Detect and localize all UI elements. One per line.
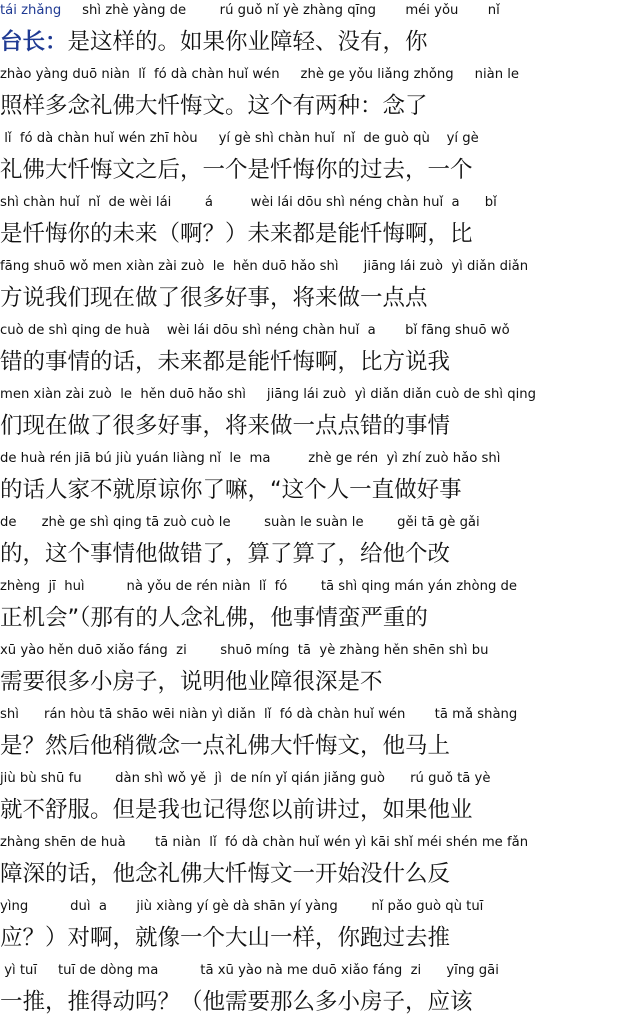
hanzi-line-15: 应？）对啊，就像一个大山一样，你跑过去推 (0, 925, 451, 951)
speaker-pinyin: tái zhǎng (0, 3, 62, 18)
pinyin-line-6: cuò de shì qing de huà wèi lái dōu shì néng chàn huǐ a bǐ fāng shuō wǒ (0, 323, 510, 338)
pinyin-line-13: jiù bù shū fu dàn shì wǒ yě jì de nín yǐ qián jiǎng guò rú guǒ tā yè (0, 771, 491, 786)
text-line-14 (0, 832, 629, 896)
hanzi-line-3: 礼佛大忏悔文之后，一个是忏悔你的过去，一个 (0, 157, 473, 183)
hanzi-line-16: 一推，推得动吗？（他需要那么多小房子，应该 (0, 989, 473, 1015)
text-line-11 (0, 640, 629, 704)
hanzi-line-6: 错的事情的话，未来都是能忏悔啊，比方说我 (0, 349, 451, 375)
pinyin-line-4: shì chàn huǐ nǐ de wèi lái á wèi lái dōu shì néng chàn huǐ a bǐ (0, 195, 497, 210)
hanzi-line-10: 正机会”（那有的人念礼佛，他事情蛮严重的 (0, 605, 428, 631)
pinyin-line-5: fāng shuō wǒ men xiàn zài zuò le hěn duō hǎo shì jiāng lái zuò yì diǎn diǎn (0, 259, 529, 274)
pinyin-line-15: yìng duì a jiù xiàng yí gè dà shān yí yàng nǐ pǎo guò qù tuī (0, 899, 484, 914)
hanzi-line-7: 们现在做了很多好事，将来做一点点错的事情 (0, 413, 451, 439)
text-line-16 (0, 960, 629, 1024)
pinyin-line-12: shì rán hòu tā shāo wēi niàn yì diǎn lǐ fó dà chàn huǐ wén tā mǎ shàng (0, 707, 518, 722)
pinyin-text-1: shì zhè yàng de rú guǒ nǐ yè zhàng qīng méi yǒu nǐ (61, 3, 500, 18)
speaker-label: 台长： (0, 29, 68, 55)
text-line-9 (0, 512, 629, 576)
text-line-15 (0, 896, 629, 960)
pinyin-line-10: zhèng jī huì nà yǒu de rén niàn lǐ fó tā shì qing mán yán zhòng de (0, 579, 517, 594)
text-line-7 (0, 384, 629, 448)
hanzi-line-11: 需要很多小房子，说明他业障很深是不 (0, 669, 383, 695)
pinyin-line-9: de zhè ge shì qing tā zuò cuò le suàn le suàn le gěi tā gè gǎi (0, 515, 480, 530)
hanzi-text-1: 是这样的。如果你业障轻、没有，你 (67, 29, 428, 55)
hanzi-line-4: 是忏悔你的未来（啊？）未来都是能忏悔啊，比 (0, 221, 473, 247)
text-line-13 (0, 768, 629, 832)
pinyin-line-2: zhào yàng duō niàn lǐ fó dà chàn huǐ wén zhè ge yǒu liǎng zhǒng niàn le (0, 67, 520, 82)
hanzi-line-12: 是？然后他稍微念一点礼佛大忏悔文，他马上 (0, 733, 451, 759)
text-line-5 (0, 256, 629, 320)
hanzi-line-5: 方说我们现在做了很多好事，将来做一点点 (0, 285, 428, 311)
pinyin-line-3: lǐ fó dà chàn huǐ wén zhī hòu yí gè shì chàn huǐ nǐ de guò qù yí gè (0, 131, 479, 146)
pinyin-line-8: de huà rén jiā bú jiù yuán liàng nǐ le ma zhè ge rén yì zhí zuò hǎo shì (0, 451, 501, 466)
pinyin-line-7: men xiàn zài zuò le hěn duō hǎo shì jiāng lái zuò yì diǎn diǎn cuò de shì qing (0, 387, 536, 402)
text-line-8 (0, 448, 629, 512)
hanzi-line-2: 照样多念礼佛大忏悔文。这个有两种：念了 (0, 93, 428, 119)
text-line-1 (0, 0, 629, 64)
text-line-2 (0, 64, 629, 128)
hanzi-line-1 (0, 24, 629, 60)
pinyin-line-11: xū yào hěn duō xiǎo fáng zi shuō míng tā yè zhàng hěn shēn shì bu (0, 643, 489, 658)
pinyin-line-14: zhàng shēn de huà tā niàn lǐ fó dà chàn huǐ wén yì kāi shǐ méi shén me fǎn (0, 835, 529, 850)
pinyin-line-16: yì tuī tuī de dòng ma tā xū yào nà me duō xiǎo fáng zi yīng gāi (0, 963, 499, 978)
hanzi-line-8: 的话人家不就原谅你了嘛，“这个人一直做好事 (0, 477, 462, 503)
pinyin-line-1 (0, 0, 629, 22)
text-line-6 (0, 320, 629, 384)
text-line-3 (0, 128, 629, 192)
text-line-4 (0, 192, 629, 256)
text-line-12 (0, 704, 629, 768)
hanzi-line-13: 就不舒服。但是我也记得您以前讲过，如果他业 (0, 797, 473, 823)
hanzi-line-9: 的，这个事情他做错了，算了算了，给他个改 (0, 541, 451, 567)
text-line-10 (0, 576, 629, 640)
hanzi-line-14: 障深的话，他念礼佛大忏悔文一开始没什么反 (0, 861, 451, 887)
